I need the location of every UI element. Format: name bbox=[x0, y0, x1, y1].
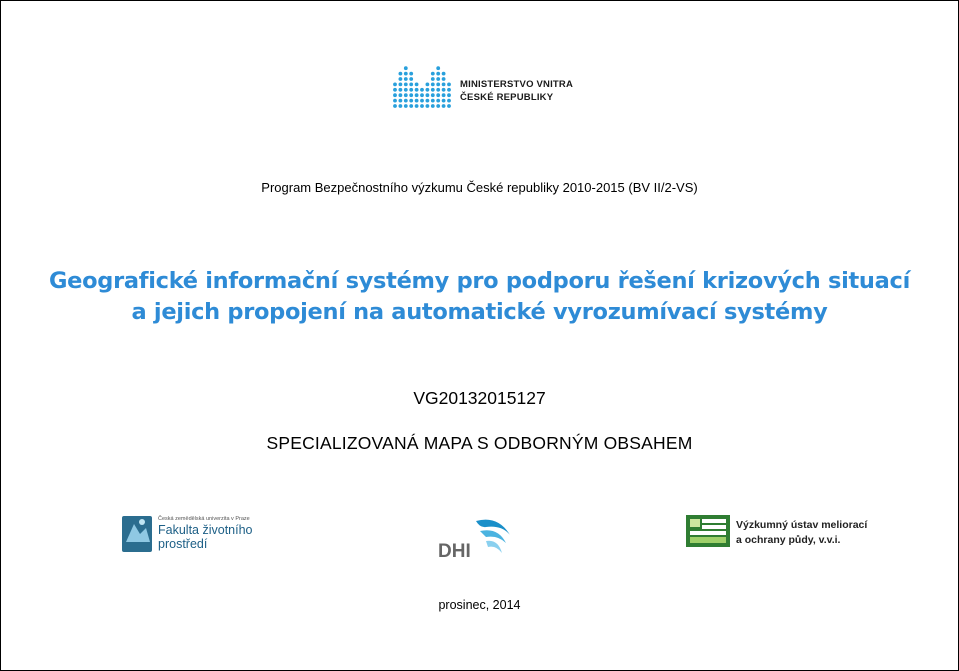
ministry-name-line1: MINISTERSTVO VNITRA bbox=[460, 79, 574, 90]
document-title bbox=[0, 266, 959, 328]
ministry-dots-icon bbox=[392, 58, 454, 110]
document-date: prosinec, 2014 bbox=[438, 598, 521, 612]
dhi-logo bbox=[436, 513, 516, 561]
project-code: VG20132015127 bbox=[413, 388, 546, 408]
dhi-wave-icon bbox=[476, 520, 510, 553]
fzp-name-line1: Fakulta životního bbox=[158, 523, 253, 537]
document-title-line1: Geografické informační systémy pro podporu řešení krizových situací bbox=[49, 268, 910, 294]
dhi-name: DHI bbox=[438, 541, 471, 561]
fzp-university-text: Česká zemědělská univerzita v Praze bbox=[158, 516, 250, 522]
vumop-emblem-icon bbox=[686, 515, 730, 547]
document-title-line2: a jejich propojení na automatické vyrozumívací systémy bbox=[131, 299, 828, 325]
fzp-logo bbox=[120, 512, 270, 556]
program-line: Program Bezpečnostního výzkumu České republiky 2010-2015 (BV II/2-VS) bbox=[261, 180, 698, 195]
ministry-name-line2: ČESKÉ REPUBLIKY bbox=[460, 92, 554, 103]
document-type: SPECIALIZOVANÁ MAPA S ODBORNÝM OBSAHEM bbox=[266, 433, 693, 453]
ministry-logo bbox=[370, 40, 580, 130]
vumop-name-line2: a ochrany půdy, v.v.i. bbox=[736, 534, 841, 546]
vumop-logo bbox=[686, 513, 876, 549]
ministry-name bbox=[460, 78, 573, 104]
vumop-name-line1: Výzkumný ústav meliorací bbox=[736, 519, 868, 531]
fzp-name-line2: prostředí bbox=[158, 537, 208, 551]
